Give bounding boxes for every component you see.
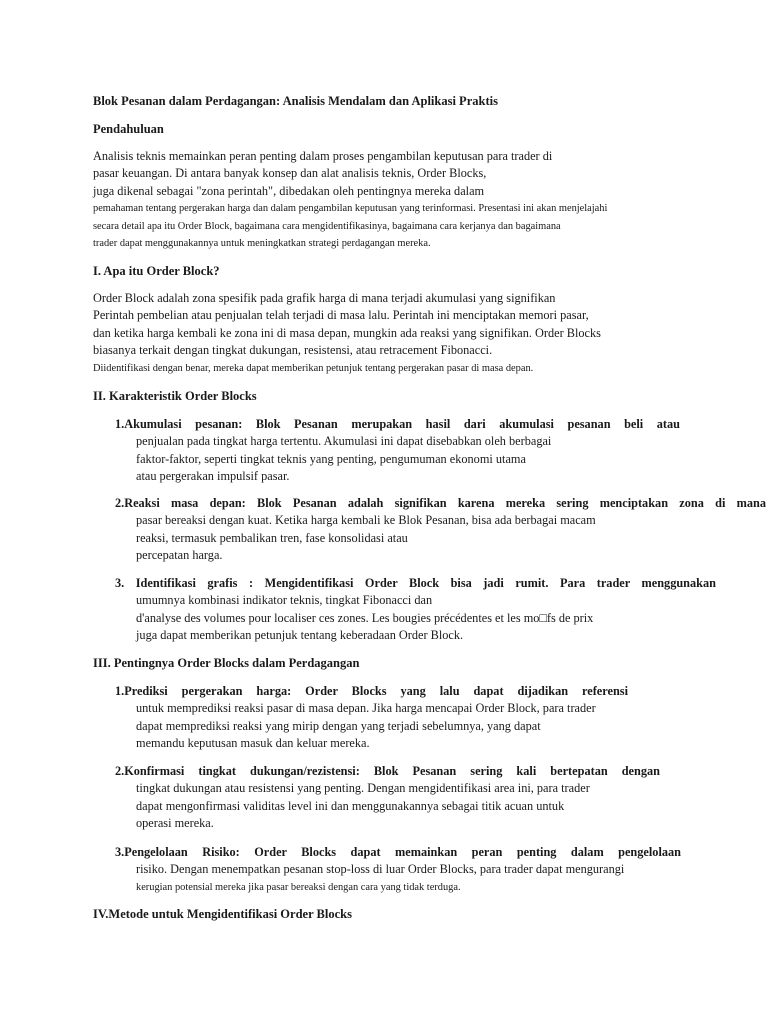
section-3-heading: III. Pentingnya Order Blocks dalam Perdagangan (93, 656, 360, 670)
text-line: Perintah pembelian atau penjualan telah terjadi di masa lalu. Perintah ini menciptakan memori pasar, (93, 308, 589, 323)
text-line: Diidentifikasi dengan benar, mereka dapat memberikan petunjuk tentang pergerakan pasar di masa depan. (93, 362, 534, 374)
list-item-lead: 2.Konfirmasi tingkat dukungan/rezistensi: Blok Pesanan sering kali bertepatan dengan (115, 764, 660, 778)
text-line: reaksi, termasuk pembalikan tren, fase konsolidasi atau (136, 530, 408, 545)
text-line: dan ketika harga kembali ke zona ini di masa depan, mungkin ada reaksi yang signifikan. Order Blocks (93, 325, 601, 340)
text-line: biasanya terkait dengan tingkat dukungan, resistensi, atau retracement Fibonacci. (93, 343, 493, 358)
intro-paragraph (93, 148, 607, 252)
list-item-lead: 3. Identifikasi grafis : Mengidentifikasi Order Block bisa jadi rumit. Para trader menggunakan (115, 576, 716, 590)
section-2-heading: II. Karakteristik Order Blocks (93, 389, 257, 403)
text-line: d'analyse des volumes pour localiser ces zones. Les bougies précédentes et les mo□fs de prix (136, 610, 594, 625)
section-4-heading: IV.Metode untuk Mengidentifikasi Order Blocks (93, 907, 352, 921)
text-line: untuk memprediksi reaksi pasar di masa depan. Jika harga mencapai Order Block, para trader (136, 701, 596, 716)
text-line: kerugian potensial mereka jika pasar bereaksi dengan cara yang tidak terduga. (136, 881, 461, 893)
text-line: Order Block adalah zona spesifik pada grafik harga di mana terjadi akumulasi yang signifikan (93, 291, 556, 305)
text-line: percepatan harga. (136, 548, 223, 563)
text-line: atau pergerakan impulsif pasar. (136, 469, 290, 484)
text-line: penjualan pada tingkat harga tertentu. Akumulasi ini dapat disebabkan oleh berbagai (136, 434, 552, 449)
list-item (115, 575, 716, 645)
list-item-lead: 2.Reaksi masa depan: Blok Pesanan adalah signifikan karena mereka sering menciptakan zona di mana (115, 496, 766, 510)
text-line: dapat memprediksi reaksi yang mirip dengan yang terjadi sebelumnya, yang dapat (136, 718, 541, 733)
list-item (115, 844, 681, 896)
text-line: faktor-faktor, seperti tingkat teknis yang penting, pengumuman ekonomi utama (136, 451, 526, 466)
section-1-paragraph (93, 290, 601, 377)
text-line: risiko. Dengan menempatkan pesanan stop-loss di luar Order Blocks, para trader dapat mengurangi (136, 862, 625, 877)
text-line: secara detail apa itu Order Block, bagaimana cara mengidentifikasinya, bagaimana cara kerjanya dan bagaimana (93, 220, 561, 232)
list-item (115, 683, 628, 753)
text-line: trader dapat menggunakannya untuk meningkatkan strategi perdagangan mereka. (93, 238, 431, 250)
text-line: pasar keuangan. Di antara banyak konsep dan alat analisis teknis, Order Blocks, (93, 166, 487, 181)
text-line: pemahaman tentang pergerakan harga dan dalam pengambilan keputusan yang terinformasi. Presentasi ini akan menjelajahi (93, 203, 608, 215)
text-line: operasi mereka. (136, 816, 214, 831)
text-line: dapat mengonfirmasi validitas level ini dan menggunakannya sebagai titik acuan untuk (136, 798, 565, 813)
list-item (115, 495, 766, 565)
intro-heading: Pendahuluan (93, 122, 164, 136)
text-line: memandu keputusan masuk dan keluar mereka. (136, 736, 370, 751)
list-item-lead: 1.Prediksi pergerakan harga: Order Blocks yang lalu dapat dijadikan referensi (115, 684, 628, 698)
list-item (115, 763, 660, 833)
text-line: pasar bereaksi dengan kuat. Ketika harga kembali ke Blok Pesanan, bisa ada berbagai macam (136, 513, 596, 528)
text-line: juga dapat memberikan petunjuk tentang keberadaan Order Block. (136, 628, 464, 643)
list-item-lead: 1.Akumulasi pesanan: Blok Pesanan merupakan hasil dari akumulasi pesanan beli atau (115, 417, 680, 431)
document-title: Blok Pesanan dalam Perdagangan: Analisis Mendalam dan Aplikasi Praktis (93, 94, 498, 108)
text-line: Analisis teknis memainkan peran penting dalam proses pengambilan keputusan para trader di (93, 149, 553, 163)
text-line: umumnya kombinasi indikator teknis, tingkat Fibonacci dan (136, 593, 433, 608)
section-1-heading: I. Apa itu Order Block? (93, 264, 220, 278)
text-line: tingkat dukungan atau resistensi yang penting. Dengan mengidentifikasi area ini, para trader (136, 781, 590, 796)
list-item-lead: 3.Pengelolaan Risiko: Order Blocks dapat memainkan peran penting dalam pengelolaan (115, 845, 681, 859)
text-line: juga dikenal sebagai "zona perintah", dibedakan oleh pentingnya mereka dalam (93, 183, 485, 198)
list-item (115, 416, 680, 486)
